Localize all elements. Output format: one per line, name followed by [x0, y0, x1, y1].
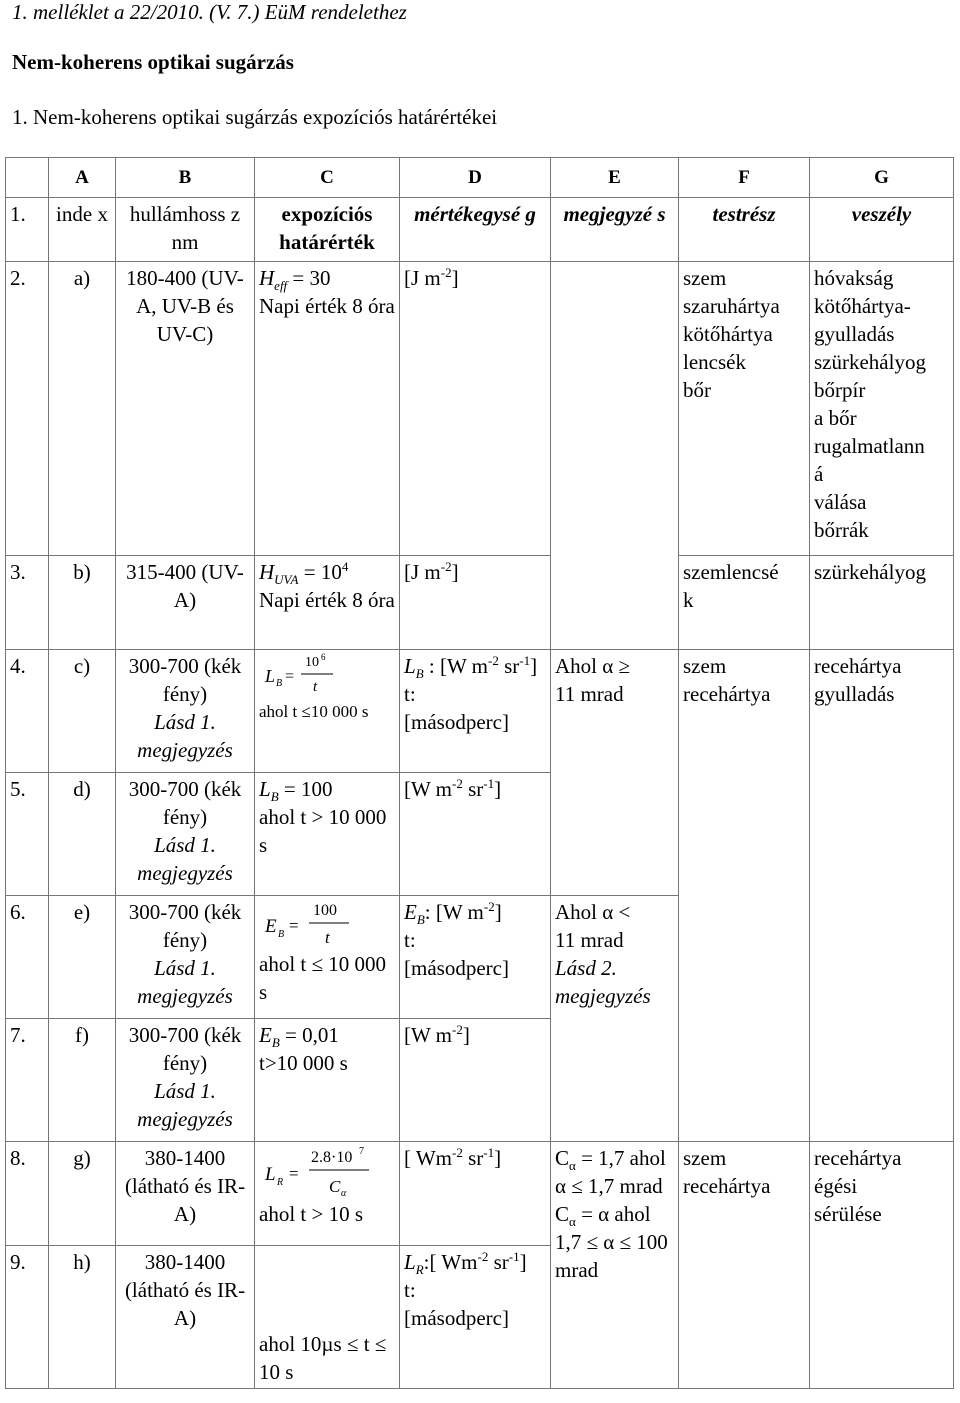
unit-close: ]: [451, 560, 459, 584]
unit-text: sr: [462, 1146, 484, 1170]
row-wavelength: 315-400 (UV-A): [116, 556, 255, 650]
note-symbol: C: [555, 1146, 570, 1170]
formula-equals: =: [289, 1164, 299, 1183]
unit-exponent: -2: [483, 899, 495, 914]
row-num: 7.: [6, 1019, 49, 1142]
note-symbol: C: [555, 1202, 570, 1226]
formula-condition: ahol t ≤ 10 000 s: [259, 952, 387, 1004]
limit-exponent: 4: [341, 559, 349, 574]
unit-text: :[ Wm: [423, 1250, 478, 1274]
row-num: 6.: [6, 896, 49, 1019]
row-index: g): [49, 1142, 116, 1246]
unit-text: sr: [498, 654, 520, 678]
time-label: t:: [404, 1278, 416, 1302]
limit-value: = 0,01: [279, 1023, 339, 1047]
body-item: szaruhártya: [683, 294, 780, 318]
unit-close: ]: [530, 654, 538, 678]
unit-subscript: R: [415, 1262, 424, 1278]
formula-numerator: 10: [305, 655, 319, 670]
formula-numerator-sup: 7: [359, 1146, 364, 1157]
body-item: szemlencsé: [683, 560, 779, 584]
limit-symbol: L: [259, 777, 271, 801]
body-item: lencsék: [683, 350, 746, 374]
note-text: 11 mrad: [555, 928, 624, 952]
formula-lhs-sub: B: [276, 678, 283, 689]
row-num: 9.: [6, 1246, 49, 1389]
row-index: c): [49, 650, 116, 773]
row-wavelength: [116, 1019, 255, 1142]
annex-line: 1. melléklet a 22/2010. (V. 7.) EüM rendelethez: [12, 0, 407, 24]
row-num: 2.: [6, 262, 49, 556]
document-title: Nem-koherens optikai sugárzás: [12, 50, 294, 74]
row-limit: [255, 650, 400, 773]
formula-condition: ahol 10µs ≤ t ≤ 10 s: [259, 1332, 387, 1384]
limit-duration: ahol t > 10 000 s: [259, 805, 387, 857]
row-unit: [400, 650, 551, 773]
row-wavelength: 380-1400 (látható és IR-A): [116, 1142, 255, 1246]
table-row: [6, 262, 954, 556]
limit-subscript: UVA: [274, 572, 299, 588]
unit-symbol: L: [404, 654, 416, 678]
body-item: szem: [683, 1146, 727, 1170]
table-row: [6, 1142, 954, 1246]
note-text: = 1,7 ahol α ≤ 1,7 mrad: [555, 1146, 666, 1198]
hazard-item: gyulladás: [814, 682, 895, 706]
limit-subscript: B: [270, 789, 279, 805]
unit-subscript: B: [415, 666, 424, 682]
row-note: [551, 896, 679, 1142]
unit-text: [J m: [404, 560, 441, 584]
row-unit: [400, 1019, 551, 1142]
row-hazard: [810, 650, 954, 1142]
body-item: recehártya: [683, 1174, 771, 1198]
unit-close: ]: [494, 1146, 502, 1170]
formula-numerator-sup: 6: [321, 652, 326, 662]
row-num: 5.: [6, 773, 49, 896]
body-item: kötőhártya: [683, 322, 773, 346]
row-limit: [255, 773, 400, 896]
wave-text: 300-700 (kék fény): [128, 777, 242, 829]
see-note: Lásd 1. megjegyzés: [137, 1079, 233, 1131]
unit-text: [W m: [404, 777, 453, 801]
unit-exponent: -1: [508, 1249, 520, 1264]
time-label: t:: [404, 682, 416, 706]
row-num: 3.: [6, 556, 49, 650]
hazard-item: válása: [814, 490, 867, 514]
formula-condition: ahol t > 10 s: [259, 1202, 364, 1226]
limit-duration: Napi érték 8 óra: [259, 588, 395, 612]
note-subscript: α: [569, 1214, 576, 1230]
limit-value: = 30: [287, 266, 331, 290]
col-letter-e: E: [551, 158, 679, 198]
table-row: [6, 556, 954, 650]
hazard-item: recehártya: [814, 654, 902, 678]
unit-text: : [W m: [424, 900, 484, 924]
row-num: 8.: [6, 1142, 49, 1246]
col-letter-b: B: [116, 158, 255, 198]
head-num: 1.: [6, 198, 49, 262]
row-wavelength: [116, 773, 255, 896]
hazard-item: bőrpír: [814, 378, 866, 402]
row-index: b): [49, 556, 116, 650]
hazard-item: bőrrák: [814, 518, 869, 542]
row-unit: [400, 896, 551, 1019]
unit-exponent: -1: [483, 1145, 495, 1160]
formula-numerator: 2.8·10: [311, 1149, 353, 1166]
hazard-item: gyulladás: [814, 322, 895, 346]
formula-equals: =: [285, 668, 295, 685]
unit-exponent: -2: [440, 265, 452, 280]
head-note: megjegyzé s: [551, 198, 679, 262]
head-index: inde x: [49, 198, 116, 262]
limit-value: = 100: [278, 777, 333, 801]
unit-exponent: -2: [488, 653, 499, 668]
row-index: h): [49, 1246, 116, 1389]
row-limit: [255, 556, 400, 650]
unit-close: ]: [519, 1250, 527, 1274]
row-note: [551, 262, 679, 650]
limit-symbol: E: [259, 1023, 272, 1047]
row-unit: [400, 773, 551, 896]
body-item: bőr: [683, 378, 711, 402]
see-note: Lásd 1. megjegyzés: [137, 833, 233, 885]
row-hazard: [810, 262, 954, 556]
note-subscript: α: [569, 1158, 576, 1174]
row-limit: [255, 1019, 400, 1142]
unit-subscript: B: [416, 912, 425, 928]
hazard-item: hóvakság: [814, 266, 894, 290]
row-limit: [255, 1246, 400, 1389]
time-unit: [másodperc]: [404, 1306, 509, 1330]
row-unit: [400, 1246, 551, 1389]
unit-close: ]: [462, 1023, 470, 1047]
see-note: Lásd 2. megjegyzés: [555, 956, 651, 1008]
row-index: e): [49, 896, 116, 1019]
header-row: [6, 198, 954, 262]
row-limit: [255, 896, 400, 1019]
head-unit: mértékegysé g: [400, 198, 551, 262]
unit-close: ]: [494, 777, 502, 801]
formula-numerator: 100: [313, 902, 337, 919]
section-title: 1. Nem-koherens optikai sugárzás expozíciós határértékei: [12, 105, 498, 129]
formula-lb: [263, 652, 343, 696]
unit-exponent: -2: [477, 1249, 489, 1264]
row-num: 4.: [6, 650, 49, 773]
limit-duration: t>10 000 s: [259, 1051, 348, 1075]
limits-table: [5, 157, 954, 1389]
head-body-part: testrész: [679, 198, 810, 262]
col-letter-f: F: [679, 158, 810, 198]
row-body-part: [679, 1142, 810, 1389]
row-index: d): [49, 773, 116, 896]
hazard-item: rugalmatlann: [814, 434, 925, 458]
wave-text: 300-700 (kék fény): [128, 900, 242, 952]
row-index: f): [49, 1019, 116, 1142]
row-limit: [255, 1142, 400, 1246]
row-body-part: [679, 262, 810, 556]
limit-symbol: H: [259, 266, 275, 290]
unit-exponent: -2: [452, 776, 463, 791]
row-hazard: [810, 556, 954, 650]
formula-lhs: E: [265, 916, 277, 937]
row-wavelength: [116, 896, 255, 1019]
head-wavelength: hullámhoss z nm: [116, 198, 255, 262]
unit-close: ]: [451, 266, 459, 290]
hazard-item: szürkehályog: [814, 350, 926, 374]
formula-denominator: t: [325, 928, 330, 947]
row-wavelength: 180-400 (UV-A, UV-B és UV-C): [116, 262, 255, 556]
unit-text: [J m: [404, 266, 441, 290]
formula-equals: =: [289, 916, 299, 935]
row-unit: [400, 556, 551, 650]
body-item: k: [683, 588, 694, 612]
formula-denominator: t: [313, 679, 318, 695]
see-note: Lásd 1. megjegyzés: [137, 956, 233, 1008]
note-text: = α ahol 1,7 ≤ α ≤ 100 mrad: [555, 1202, 668, 1282]
limit-subscript: B: [271, 1035, 280, 1051]
hazard-item: égési: [814, 1174, 858, 1198]
unit-text: [ Wm: [404, 1146, 453, 1170]
unit-exponent: -2: [440, 559, 452, 574]
table-row: [6, 650, 954, 773]
col-letter-d: D: [400, 158, 551, 198]
row-index: a): [49, 262, 116, 556]
wave-text: 300-700 (kék fény): [128, 654, 242, 706]
unit-exponent: -2: [452, 1145, 463, 1160]
body-item: recehártya: [683, 682, 771, 706]
limit-symbol: H: [259, 560, 275, 584]
hazard-item: kötőhártya-: [814, 294, 911, 318]
see-note: Lásd 1. megjegyzés: [137, 710, 233, 762]
unit-text: : [W m: [423, 654, 488, 678]
limit-value: = 10: [298, 560, 342, 584]
formula-lhs-sub: B: [278, 929, 285, 940]
unit-text: sr: [462, 777, 484, 801]
note-text: Ahol α <: [555, 900, 631, 924]
unit-symbol: E: [404, 900, 417, 924]
formula-eb: [263, 898, 359, 950]
limit-duration: Napi érték 8 óra: [259, 294, 395, 318]
unit-symbol: L: [404, 1250, 416, 1274]
row-note: [551, 1142, 679, 1389]
row-unit: [400, 262, 551, 556]
row-wavelength: 380-1400 (látható és IR-A): [116, 1246, 255, 1389]
unit-text: [W m: [404, 1023, 453, 1047]
time-unit: [másodperc]: [404, 710, 509, 734]
unit-text: sr: [488, 1250, 509, 1274]
col-letter-g: G: [810, 158, 954, 198]
hazard-item: a bőr: [814, 406, 857, 430]
note-text: Ahol α ≥: [555, 654, 631, 678]
body-item: szem: [683, 266, 727, 290]
formula-lhs-sub: R: [277, 1177, 284, 1188]
row-wavelength: [116, 650, 255, 773]
limit-subscript: eff: [274, 278, 288, 294]
formula-lr: [263, 1144, 375, 1200]
hazard-item: recehártya: [814, 1146, 902, 1170]
column-letter-row: [6, 158, 954, 198]
formula-lhs: L: [265, 666, 276, 686]
formula-lhs: L: [265, 1164, 276, 1185]
formula-denominator-sub: α: [341, 1188, 347, 1199]
row-limit: [255, 262, 400, 556]
hazard-item: sérülése: [814, 1202, 882, 1226]
head-limit: expozíciós határérték: [255, 198, 400, 262]
row-body-part: [679, 650, 810, 1142]
head-hazard: veszély: [810, 198, 954, 262]
unit-exponent: -1: [519, 653, 531, 668]
wave-text: 300-700 (kék fény): [128, 1023, 242, 1075]
col-letter-c: C: [255, 158, 400, 198]
hazard-item: szürkehályog: [814, 560, 926, 584]
row-hazard: [810, 1142, 954, 1389]
unit-exponent: -1: [483, 776, 495, 791]
note-text: 11 mrad: [555, 682, 624, 706]
row-note: [551, 650, 679, 896]
letter-blank: [6, 158, 49, 198]
time-unit: [másodperc]: [404, 956, 509, 980]
formula-condition: ahol t ≤10 000 s: [259, 702, 369, 721]
body-item: szem: [683, 654, 727, 678]
unit-exponent: -2: [452, 1022, 463, 1037]
row-unit: [400, 1142, 551, 1246]
row-body-part: [679, 556, 810, 650]
col-letter-a: A: [49, 158, 116, 198]
unit-close: ]: [494, 900, 502, 924]
formula-denominator: C: [329, 1177, 341, 1196]
hazard-item: á: [814, 462, 824, 486]
time-label: t:: [404, 928, 416, 952]
